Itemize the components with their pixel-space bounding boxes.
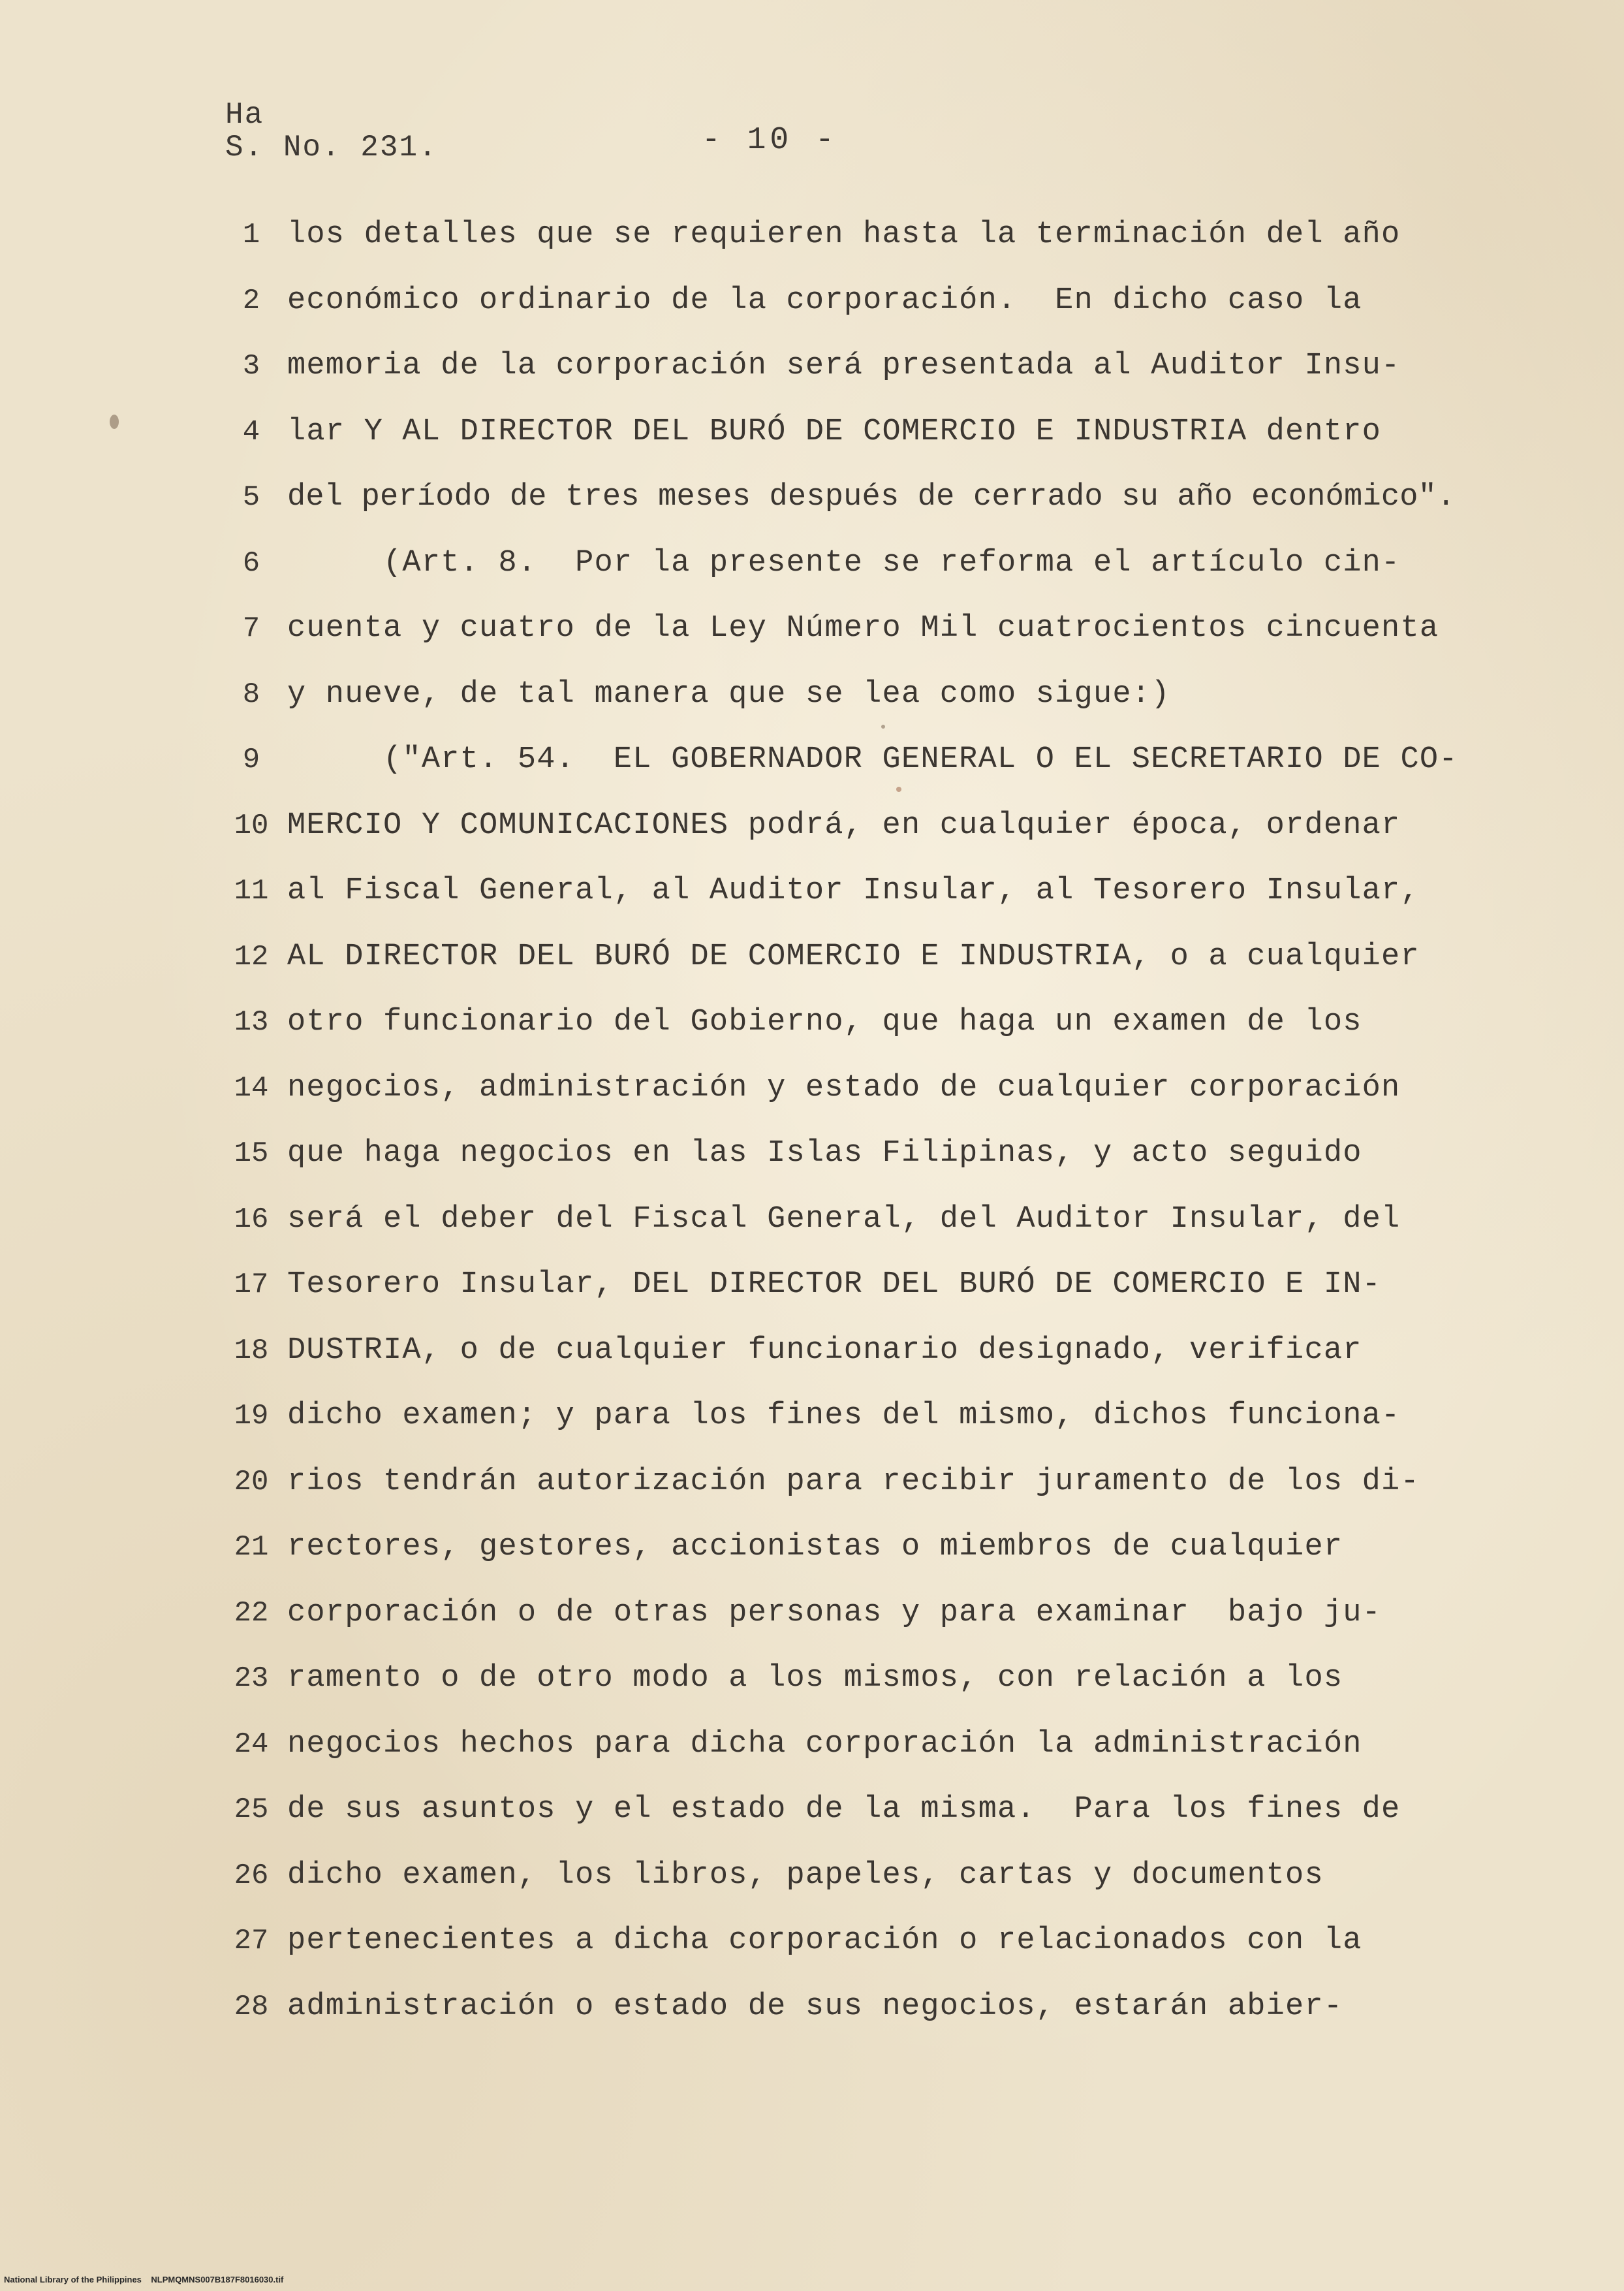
- text-line: rios tendrán autorización para recibir juramento de los di-: [287, 1464, 1420, 1499]
- page-number: - 10 -: [702, 123, 838, 158]
- line-number: 6: [242, 546, 260, 580]
- line-number: 11: [234, 875, 269, 908]
- ink-blot: [110, 415, 119, 429]
- line-number: 4: [242, 415, 260, 449]
- line-number: 5: [242, 481, 260, 514]
- line-number: 17: [234, 1269, 269, 1301]
- text-line: de sus asuntos y el estado de la misma. Para los fines de: [287, 1792, 1401, 1827]
- line-number: 21: [234, 1531, 269, 1564]
- text-line: pertenecientes a dicha corporación o relacionados con la: [287, 1923, 1362, 1958]
- line-number: 18: [234, 1334, 269, 1367]
- text-line: ramento o de otro modo a los mismos, con relación a los: [287, 1661, 1343, 1696]
- text-line: DUSTRIA, o de cualquier funcionario designado, verificar: [287, 1333, 1362, 1368]
- text-line: los detalles que se requieren hasta la terminación del año: [287, 217, 1401, 252]
- line-number: 15: [234, 1137, 269, 1170]
- line-number: 27: [234, 1925, 269, 1957]
- text-line: Tesorero Insular, DEL DIRECTOR DEL BURÓ DE COMERCIO E IN-: [287, 1267, 1382, 1302]
- line-number: 8: [242, 678, 260, 711]
- text-line: del período de tres meses después de cerrado su año económico".: [287, 480, 1456, 514]
- text-line: dicho examen; y para los fines del mismo, dichos funciona-: [287, 1398, 1401, 1433]
- line-number: 10: [234, 809, 269, 842]
- line-number: 22: [234, 1596, 269, 1630]
- line-number: 20: [234, 1465, 269, 1498]
- line-number: 12: [234, 940, 269, 973]
- document-body: [287, 219, 1527, 2056]
- line-number-column: [215, 219, 287, 2056]
- text-line: administración o estado de sus negocios, estarán abier-: [287, 1989, 1343, 2024]
- line-number: 16: [234, 1203, 269, 1236]
- line-number: 3: [242, 350, 260, 383]
- line-number: 14: [234, 1071, 269, 1105]
- line-number: 7: [242, 612, 260, 645]
- line-number: 2: [242, 284, 260, 317]
- line-number: 9: [242, 744, 260, 776]
- line-number: 28: [234, 1990, 269, 2023]
- line-number: 13: [234, 1006, 269, 1039]
- text-line: dicho examen, los libros, papeles, cartas y documentos: [287, 1857, 1324, 1893]
- text-line: (Art. 8. Por la presente se reforma el artículo cin-: [287, 545, 1401, 580]
- text-line: negocios, administración y estado de cualquier corporación: [287, 1070, 1401, 1105]
- line-number: 24: [234, 1728, 269, 1761]
- text-line: rectores, gestores, accionistas o miembros de cualquier: [287, 1530, 1343, 1564]
- text-line: cuenta y cuatro de la Ley Número Mil cuatrocientos cincuenta: [287, 611, 1439, 646]
- text-line: MERCIO Y COMUNICACIONES podrá, en cualquier época, ordenar: [287, 808, 1401, 843]
- text-line: que haga negocios en las Islas Filipinas, y acto seguido: [287, 1136, 1362, 1171]
- line-number: 19: [234, 1400, 269, 1432]
- text-line: corporación o de otras personas y para examinar bajo ju-: [287, 1595, 1382, 1630]
- document-code-line-2: S. No. 231.: [225, 131, 438, 165]
- document-code-line-1: Ha: [225, 98, 264, 132]
- line-number: 23: [234, 1662, 269, 1695]
- line-number: 1: [242, 219, 260, 251]
- line-number: 26: [234, 1859, 269, 1892]
- scan-credit: National Library of the Philippines NLPMQMNS007B187F8016030.tif: [4, 2275, 284, 2284]
- text-line: otro funcionario del Gobierno, que haga un examen de los: [287, 1005, 1362, 1039]
- text-line: económico ordinario de la corporación. En dicho caso la: [287, 283, 1362, 318]
- text-line: negocios hechos para dicha corporación la administración: [287, 1726, 1362, 1762]
- text-line: y nueve, de tal manera que se lea como sigue:): [287, 676, 1170, 712]
- text-line: al Fiscal General, al Auditor Insular, al Tesorero Insular,: [287, 874, 1420, 908]
- text-line: AL DIRECTOR DEL BURÓ DE COMERCIO E INDUSTRIA, o a cualquier: [287, 939, 1420, 974]
- text-line: será el deber del Fiscal General, del Auditor Insular, del: [287, 1201, 1401, 1237]
- text-line: memoria de la corporación será presentada al Auditor Insu-: [287, 349, 1401, 383]
- text-line: ("Art. 54. EL GOBERNADOR GENERAL O EL SECRETARIO DE CO-: [287, 742, 1458, 777]
- line-number: 25: [234, 1793, 269, 1826]
- text-line: lar Y AL DIRECTOR DEL BURÓ DE COMERCIO E INDUSTRIA dentro: [287, 414, 1382, 449]
